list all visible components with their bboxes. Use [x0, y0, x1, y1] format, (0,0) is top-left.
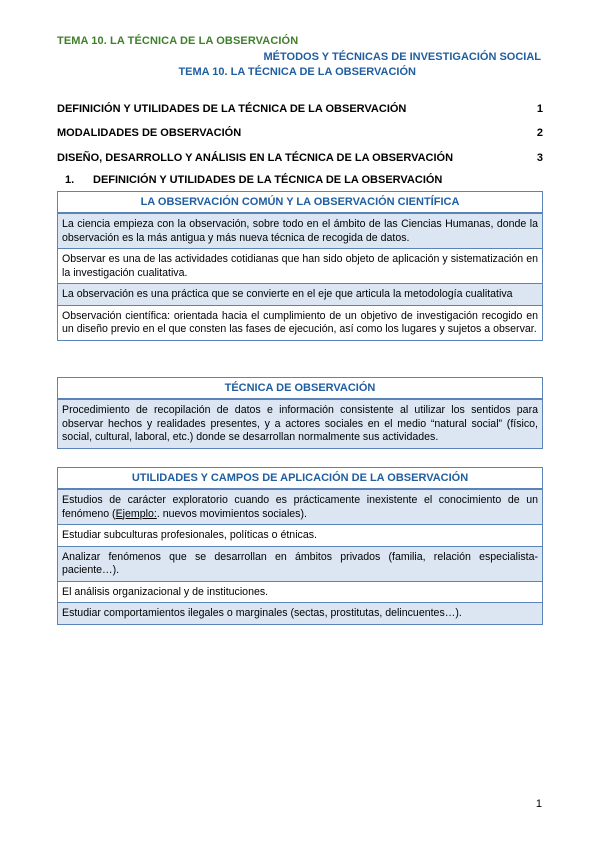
section-title: DEFINICIÓN Y UTILIDADES DE LA TÉCNICA DE LA OBSERVACIÓN	[93, 174, 443, 186]
item-text: . nuevos movimientos sociales).	[156, 507, 307, 520]
box-item: La ciencia empieza con la observación, sobre todo en el ámbito de las Ciencias Humanas, donde la observación es la más antigua y más nueva técnica de recogida de datos.	[58, 213, 542, 248]
box-item: Estudiar comportamientos ilegales o marginales (sectas, prostitutas, delincuentes…).	[58, 602, 542, 624]
section-number: 1.	[65, 174, 75, 186]
box-item: Analizar fenómenos que se desarrollan en ámbitos privados (familia, relación especialista-paciente…).	[58, 546, 542, 581]
box-title: TÉCNICA DE OBSERVACIÓN	[58, 378, 542, 399]
table-of-contents	[57, 98, 543, 172]
item-text: Estudios de carácter exploratorio cuando es prácticamente inexistente el conocimiento de un fenómeno (	[62, 494, 538, 520]
example-link[interactable]: Ejemplo:	[115, 507, 157, 520]
box-item: Observar es una de las actividades cotidianas que han sido objeto de aplicación y sistematización en la investigación cualitativa.	[58, 248, 542, 283]
page-number: 1	[535, 798, 542, 810]
utilities-box	[57, 467, 543, 625]
toc-entry-page: 1	[536, 102, 543, 115]
toc-entry-page: 2	[536, 127, 543, 139]
observation-box	[57, 191, 543, 341]
box-item: El análisis organizacional y de instituciones.	[58, 581, 542, 603]
box-item: La observación es una práctica que se convierte en el eje que articula la metodología cualitativa	[58, 283, 542, 305]
toc-entry[interactable]	[57, 147, 543, 168]
running-header-tag: TEMA 10. LA TÉCNICA DE LA OBSERVACIÓN	[57, 35, 299, 47]
box-item	[58, 489, 542, 524]
toc-entry-label: DEFINICIÓN Y UTILIDADES DE LA TÉCNICA DE LA OBSERVACIÓN	[57, 102, 407, 115]
box-item: Observación científica: orientada hacia el cumplimiento de un objetivo de investigación recogido en un diseño previo en el que consten las fases de ejecución, así como los lugares y sujetos a observar.	[58, 305, 542, 340]
toc-entry[interactable]	[57, 123, 543, 144]
box-title: LA OBSERVACIÓN COMÚN Y LA OBSERVACIÓN CIENTÍFICA	[58, 192, 542, 213]
toc-entry[interactable]	[57, 98, 543, 119]
technique-box	[57, 377, 543, 449]
toc-entry-label: MODALIDADES DE OBSERVACIÓN	[57, 127, 242, 139]
course-title: MÉTODOS Y TÉCNICAS DE INVESTIGACIÓN SOCIAL	[263, 51, 541, 63]
box-item: Estudiar subculturas profesionales, políticas o étnicas.	[58, 524, 542, 546]
toc-entry-label: DISEÑO, DESARROLLO Y ANÁLISIS EN LA TÉCNICA DE LA OBSERVACIÓN	[57, 151, 454, 164]
box-title: UTILIDADES Y CAMPOS DE APLICACIÓN DE LA OBSERVACIÓN	[58, 468, 542, 489]
toc-entry-page: 3	[536, 151, 543, 164]
section-heading	[65, 174, 442, 186]
topic-title: TEMA 10. LA TÉCNICA DE LA OBSERVACIÓN	[178, 66, 416, 78]
box-item: Procedimiento de recopilación de datos e información consistente al utilizar los sentidos para observar hechos y realidades presentes, y a actores sociales en el medio “natural social” (físico, social, cultural, laboral, etc.) donde se desarrollan normalmente sus actividades.	[58, 399, 542, 448]
